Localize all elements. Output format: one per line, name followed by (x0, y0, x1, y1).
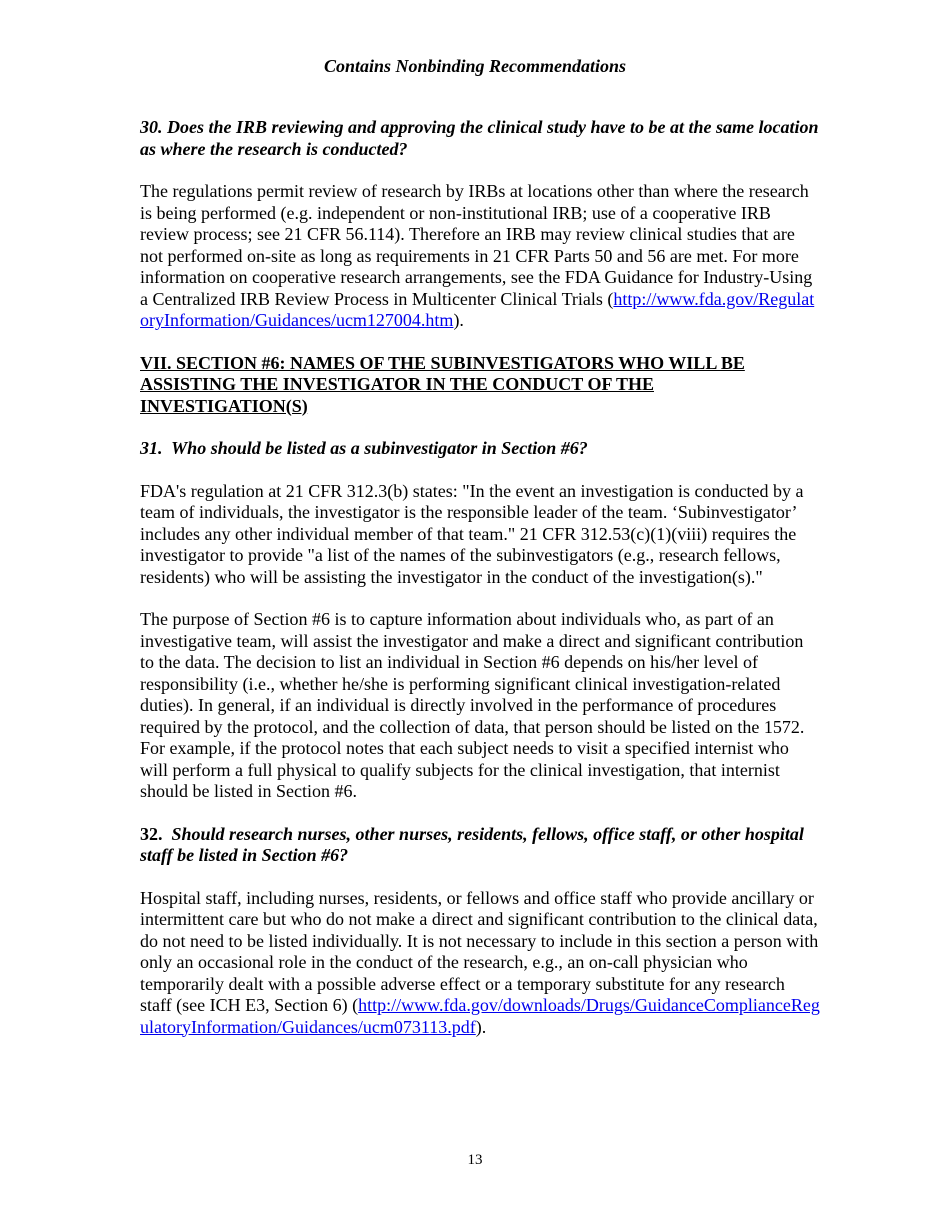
question-30-heading: 30. Does the IRB reviewing and approving the clinical study have to be at the same location as where the research is conducted? (140, 117, 819, 159)
question-32-heading (140, 824, 820, 867)
question-31-paragraph-1: FDA's regulation at 21 CFR 312.3(b) states: "In the event an investigation is conducted by a team of individuals, the investigator is the responsible leader of the team. ‘Subinvestigator’ includes any other individual member of that team." 21 CFR 312.53(c)(1)(viii) requires the investigator to provide "a list of the names of the subinvestigators (e.g., research fellows, residents) who will be assisting the investigator in the conduct of the investigation(s)." (140, 480, 804, 587)
question-32-text: Hospital staff, including nurses, residents, or fellows and office staff who provide ancillary or intermittent care but who do not make a direct and significant contribution to the clinical data, do not need to be listed individually. It is not necessary to include in this section a person with only an occasional role in the conduct of the research, e.g., an on-call physician who temporarily dealt with a possible adverse effect or a temporary substitute for any research staff (see ICH E3, Section 6) ( (140, 887, 819, 1015)
question-30-tail: ). (453, 310, 464, 330)
cooperative-irb-guidance-link[interactable]: http://www.fda.gov/RegulatoryInformation/Guidances/ucm127004.htm (140, 288, 815, 330)
question-30-text: The regulations permit review of research by IRBs at locations other than where the research is being performed (e.g. independent or non-institutional IRB; use of a cooperative IRB review process; see 21 CFR 56.114). Therefore an IRB may review clinical studies that are not performed on-site as long as requirements in 21 CFR Parts 50 and 56 are met. For more information on cooperative research arrangements, see the FDA Guidance for Industry-Using a Centralized IRB Review Process in Multicenter Clinical Trials ( (140, 181, 813, 309)
page-number: 13 (467, 1152, 483, 1168)
question-32-answer (140, 888, 820, 1039)
question-32-number: 32. (140, 823, 163, 844)
question-31-title: Who should be listed as a subinvestigator in Section #6? (162, 438, 588, 458)
question-32-tail: ). (475, 1016, 487, 1037)
section-vii-heading: VII. SECTION #6: NAMES OF THE SUBINVESTIGATORS WHO WILL BE ASSISTING THE INVESTIGATOR IN THE CONDUCT OF THE INVESTIGATION(S) (140, 352, 745, 416)
page-header: Contains Nonbinding Recommendations (323, 56, 627, 76)
ich-e3-guidance-link[interactable]: http://www.fda.gov/downloads/Drugs/GuidanceComplianceRegulatoryInformation/Guidances/ucm073113.pdf (140, 995, 820, 1037)
question-32-title: Should research nurses, other nurses, residents, fellows, office staff, or other hospital staff be listed in Section #6? (140, 823, 809, 865)
question-31-number: 31. (140, 438, 163, 458)
question-31-paragraph-2: The purpose of Section #6 is to capture information about individuals who, as part of an investigative team, will assist the investigator and make a direct and significant contribution to the data. The decision to list an individual in Section #6 depends on his/her level of responsibility (i.e., whether he/she is performing significant clinical investigation-related duties). In general, if an individual is directly involved in the performance of procedures required by the protocol, and the collection of data, that person should be listed on the 1572. For example, if the protocol notes that each subject needs to visit a specified internist who will perform a full physical to qualify subjects for the clinical investigation, that internist should be listed in Section #6. (140, 609, 805, 801)
document-body (140, 117, 820, 1059)
question-31-heading (140, 438, 820, 460)
question-30-answer (140, 181, 820, 332)
